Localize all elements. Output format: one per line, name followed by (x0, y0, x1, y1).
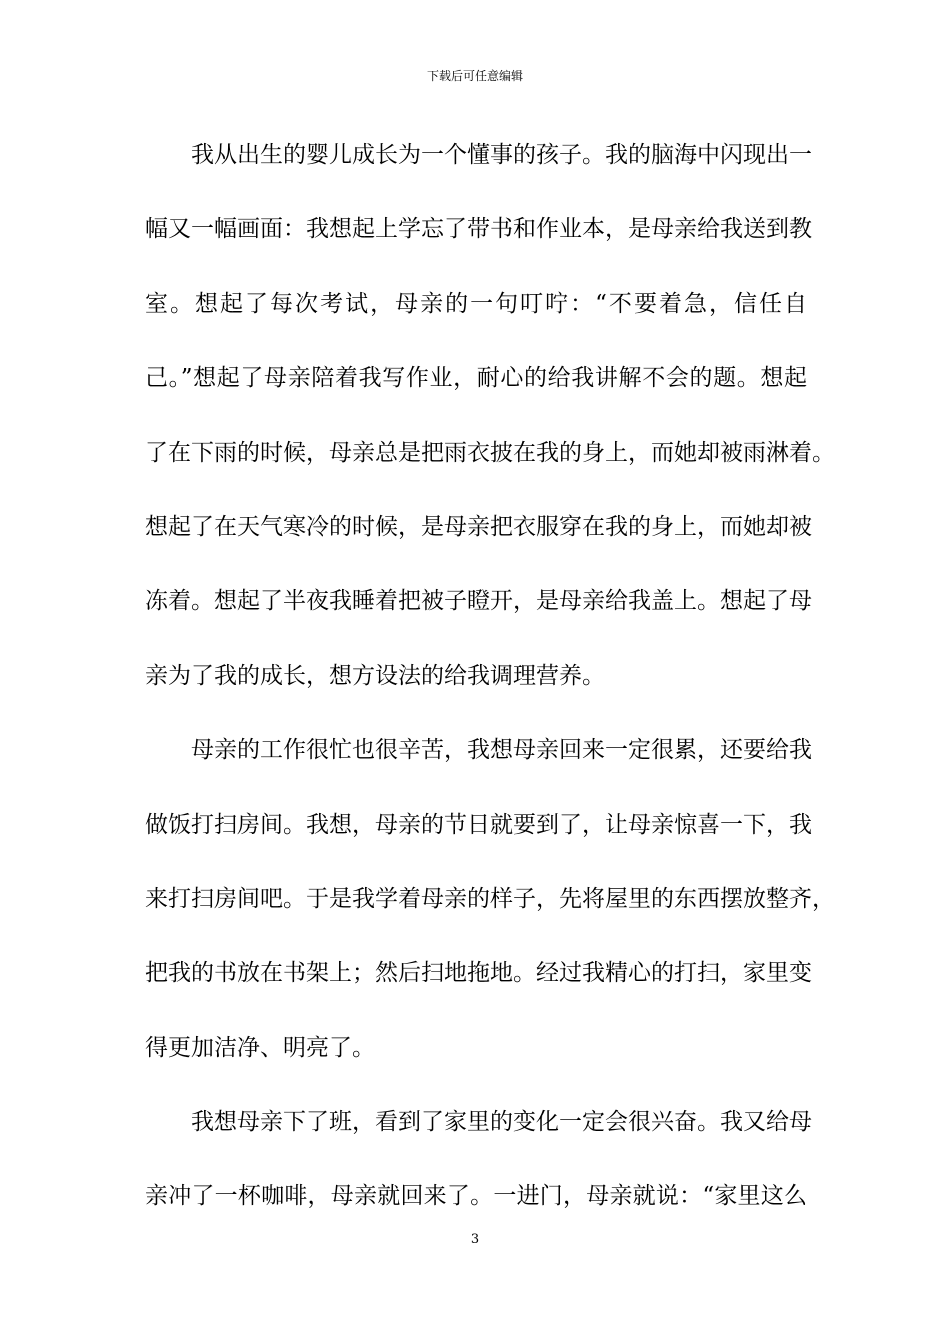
paragraph-2-line-1: 母亲的工作很忙也很辛苦，我想母亲回来一定很累，还要给我 (191, 737, 812, 764)
paragraph-1-line-8: 亲为了我的成长，想方设法的给我调理营养。 (145, 662, 605, 689)
page-number: 3 (470, 1232, 480, 1247)
paragraph-1-line-5: 了在下雨的时候，母亲总是把雨衣披在我的身上，而她却被雨淋着。 (145, 439, 835, 466)
paragraph-1-line-3: 室。想起了每次考试，母亲的一句叮咛：“不要着急，信任自 (145, 290, 807, 317)
paragraph-2-line-4: 把我的书放在书架上；然后扫地拖地。经过我精心的打扫，家里变 (145, 960, 812, 987)
paragraph-1-line-6: 想起了在天气寒冷的时候，是母亲把衣服穿在我的身上，而她却被 (145, 513, 812, 540)
paragraph-1-line-4: 己。”想起了母亲陪着我写作业，耐心的给我讲解不会的题。想起 (145, 365, 807, 392)
paragraph-1-line-2: 幅又一幅画面：我想起上学忘了带书和作业本，是母亲给我送到教 (145, 216, 812, 243)
header-note: 下载后可任意编辑 (426, 69, 523, 83)
paragraph-1-line-7: 冻着。想起了半夜我睡着把被子瞪开，是母亲给我盖上。想起了母 (145, 588, 812, 615)
paragraph-1-line-1: 我从出生的婴儿成长为一个懂事的孩子。我的脑海中闪现出一 (191, 142, 812, 168)
paragraph-2-line-5: 得更加洁净、明亮了。 (145, 1034, 375, 1061)
paragraph-2-line-3: 来打扫房间吧。于是我学着母亲的样子，先将屋里的东西摆放整齐， (145, 885, 835, 912)
paragraph-3-line-1: 我想母亲下了班，看到了家里的变化一定会很兴奋。我又给母 (191, 1109, 812, 1136)
body-text (145, 132, 835, 1248)
paragraph-3-line-2: 亲冲了一杯咖啡，母亲就回来了。一进门，母亲就说：“家里这么 (145, 1183, 807, 1210)
paragraph-2-line-2: 做饭打扫房间。我想，母亲的节日就要到了，让母亲惊喜一下，我 (145, 811, 812, 838)
